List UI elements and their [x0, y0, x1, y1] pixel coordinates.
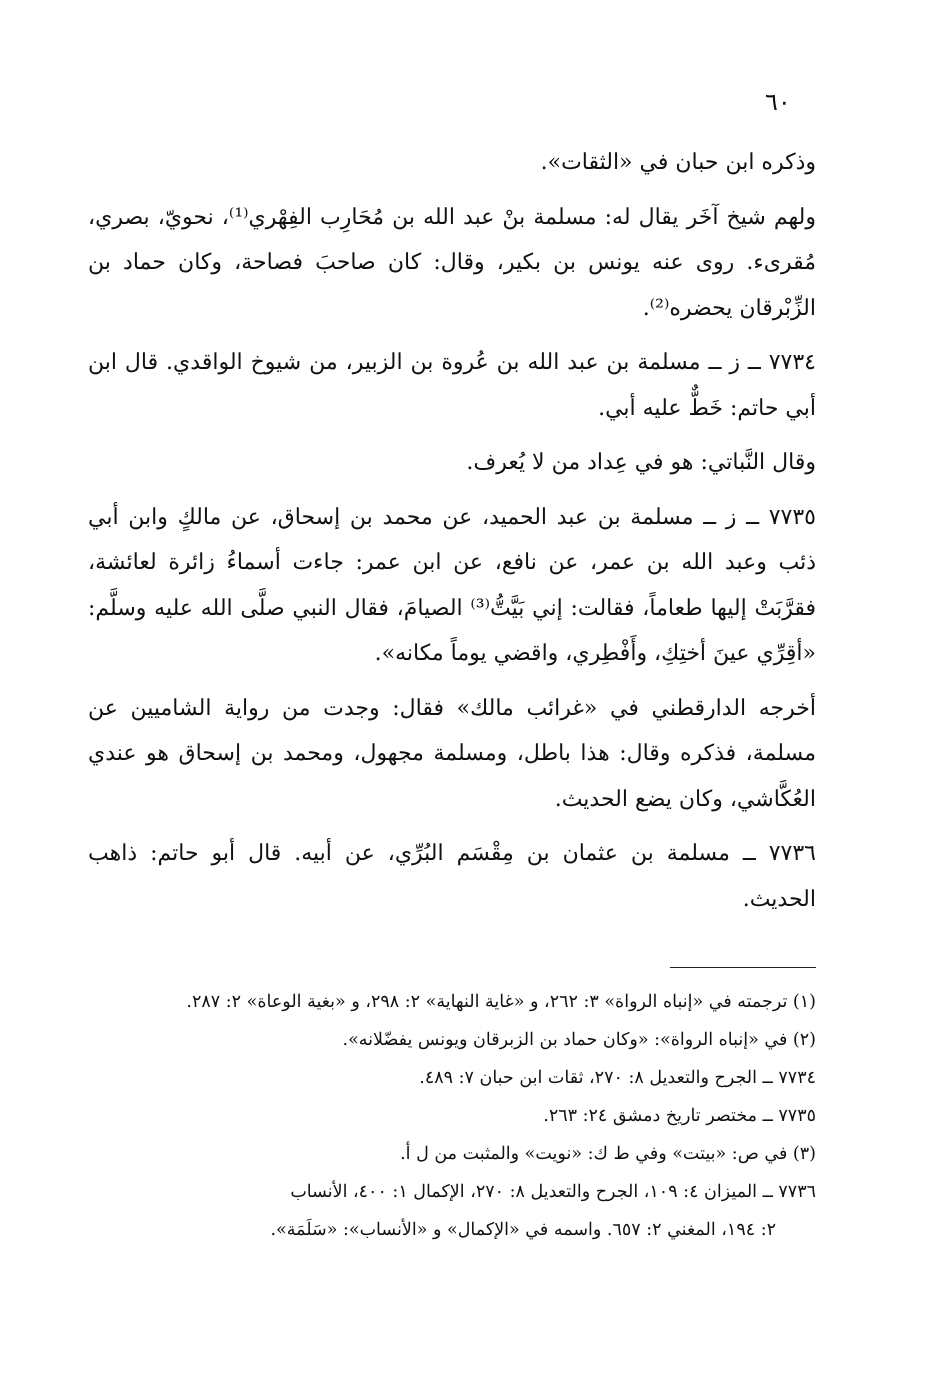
footnote: (٣) في ص: «بيتت» وفي ط ك: «نويت» والمثبت من ل أ.	[400, 1144, 816, 1164]
paragraph: وقال النَّباتي: هو في عِداد من لا يُعرف.	[466, 450, 816, 475]
footnote: (٢) في «إنباه الرواة»: «وكان حماد بن الزبرقان ويونس يفضّلانه».	[342, 1030, 816, 1050]
paragraph: ولهم شيخ آخَر يقال له: مسلمة بنْ عبد الله بن مُحَارِب الفِهْري⁽¹⁾، نحويّ، بصري، مُقرىء. روى عنه يونس بن بكير، وقال: كان صاحبَ فصاحة، وكان حماد بن الزِّبْرقان يحضره⁽²⁾.	[88, 204, 816, 321]
footnote: ٧٧٣٥ ــ مختصر تاريخ دمشق ٢٤: ٢٦٣.	[543, 1106, 816, 1126]
entry-7735: ٧٧٣٥ ــ ز ــ مسلمة بن عبد الحميد، عن محمد بن إسحاق، عن مالكٍ وابن أبي ذئب وعبد الله بن عمر، عن نافع، عن ابن عمر: جاءت أسماءُ زائرة لعائشة، فقرَّبَتْ إليها طعاماً، فقالت: إني بَيَّتُّ⁽³⁾ الصيامَ، فقال النبي صلَّى الله عليه وسلَّم: «أقِرِّي عينَ أختِكِ، وأَفْطِري، واقضي يوماً مكانه».	[88, 504, 816, 666]
footnote-divider	[670, 967, 816, 968]
footnote: (١) ترجمته في «إنباه الرواة» ٣: ٢٦٢، و «غاية النهاية» ٢: ٢٩٨، و «بغية الوعاة» ٢: ٢٨٧.	[186, 992, 816, 1012]
entry-7734: ٧٧٣٤ ــ ز ــ مسلمة بن عبد الله بن عُروة بن الزبير، من شيوخ الواقدي. قال ابن أبي حاتم: خَطٌّ عليه أبي.	[88, 350, 816, 421]
footnote: ٧٧٣٦ ــ الميزان ٤: ١٠٩، الجرح والتعديل ٨: ٢٧٠، الإكمال ١: ٤٠٠، الأنساب	[290, 1182, 816, 1202]
page-number: ٦٠	[765, 88, 791, 116]
footnote: ٧٧٣٤ ــ الجرح والتعديل ٨: ٢٧٠، ثقات ابن حبان ٧: ٤٨٩.	[419, 1068, 816, 1088]
footnotes	[95, 983, 816, 1249]
paragraph: وذكره ابن حبان في «الثقات».	[540, 150, 816, 175]
entry-7736: ٧٧٣٦ ــ مسلمة بن عثمان بن مِقْسَم البُرِّي، عن أبيه. قال أبو حاتم: ذاهب الحديث.	[88, 841, 816, 912]
paragraph: أخرجه الدارقطني في «غرائب مالك» فقال: وجدت من رواية الشاميين عن مسلمة، فذكره وقال: هذا باطل، ومسلمة مجهول، ومحمد بن إسحاق هو عندي العُكَّاشي، وكان يضع الحديث.	[88, 695, 816, 812]
main-text	[88, 140, 816, 931]
footnote-continuation: ٢: ١٩٤، المغني ٢: ٦٥٧. واسمه في «الإكمال» و «الأنساب»: «سَلَمَة».	[270, 1220, 776, 1240]
